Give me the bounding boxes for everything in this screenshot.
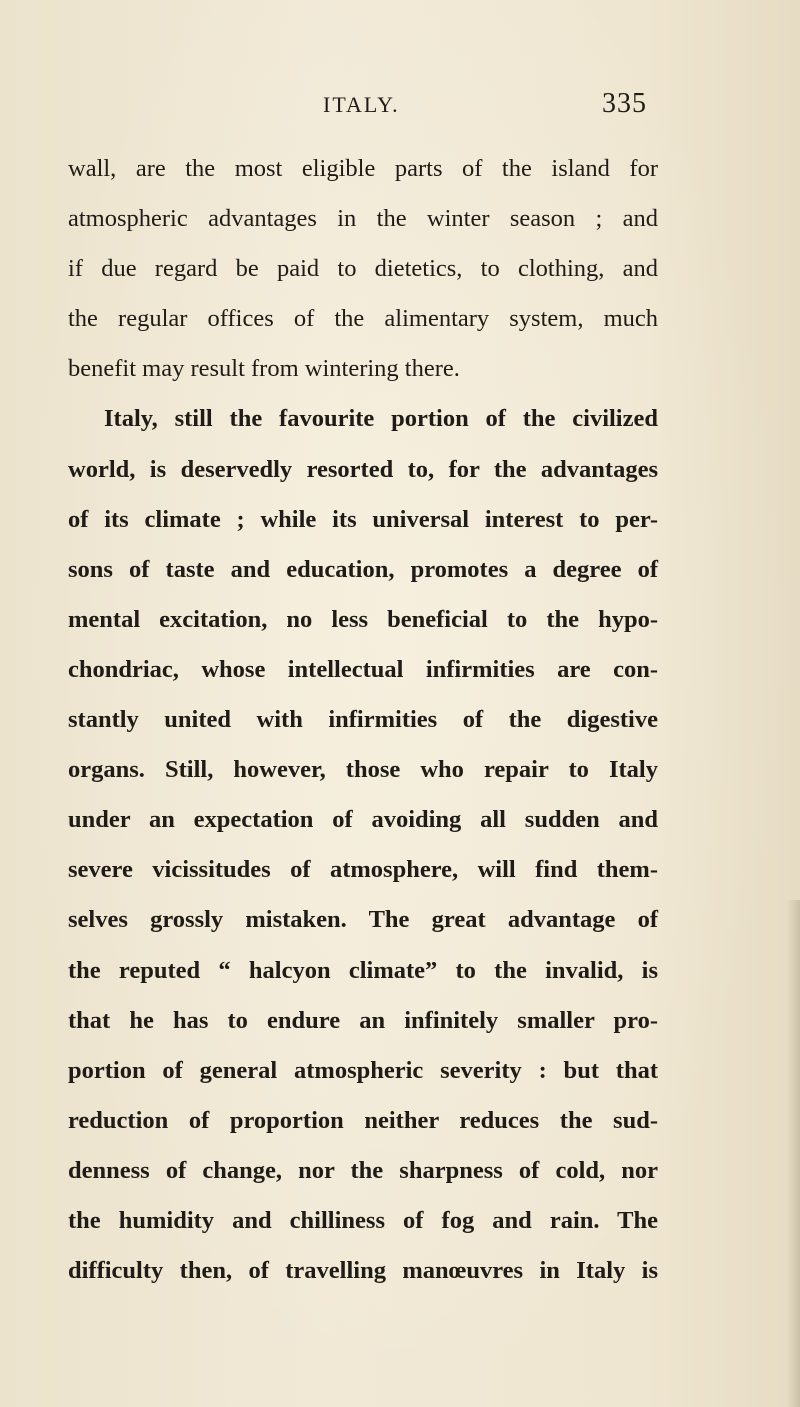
page-number: 335 (602, 88, 647, 119)
text-line: difficulty then, of travelling manœuvres in Italy is (68, 1257, 658, 1285)
text-line: of its climate ; while its universal interest to per- (68, 505, 658, 533)
text-line: organs. Still, however, those who repair to Italy (68, 756, 658, 784)
running-head (0, 88, 800, 132)
text-line: benefit may result from wintering there. (68, 355, 460, 383)
text-line: portion of general atmospheric severity : but that (68, 1056, 658, 1084)
text-line: mental excitation, no less beneficial to the hypo- (68, 605, 658, 633)
text-line: under an expectation of avoiding all sudden and (68, 806, 658, 834)
text-line: the regular offices of the alimentary system, much (68, 305, 658, 333)
text-line: chondriac, whose intellectual infirmities are con- (68, 655, 658, 683)
text-line: the reputed “ halcyon climate” to the invalid, is (68, 956, 658, 984)
text-line: reduction of proportion neither reduces the sud- (68, 1106, 658, 1134)
text-line: wall, are the most eligible parts of the island for (68, 155, 658, 182)
text-line: stantly united with infirmities of the digestive (68, 706, 658, 734)
text-line: atmospheric advantages in the winter season ; and (68, 205, 658, 233)
running-title: ITALY. (323, 92, 400, 117)
text-line: world, is deservedly resorted to, for the advantages (68, 455, 658, 483)
text-line: sons of taste and education, promotes a degree of (68, 555, 658, 583)
text-line: if due regard be paid to dietetics, to clothing, and (68, 255, 658, 283)
text-line: selves grossly mistaken. The great advantage of (68, 906, 658, 934)
page-edge-shadow (786, 900, 800, 1407)
text-line: Italy, still the favourite portion of the civilized (104, 405, 658, 433)
body-text (68, 144, 658, 1296)
text-line: that he has to endure an infinitely smaller pro- (68, 1006, 658, 1034)
text-line: denness of change, nor the sharpness of cold, nor (68, 1156, 658, 1184)
text-line: severe vicissitudes of atmosphere, will find them- (68, 856, 658, 884)
text-line: the humidity and chilliness of fog and rain. The (68, 1206, 658, 1234)
